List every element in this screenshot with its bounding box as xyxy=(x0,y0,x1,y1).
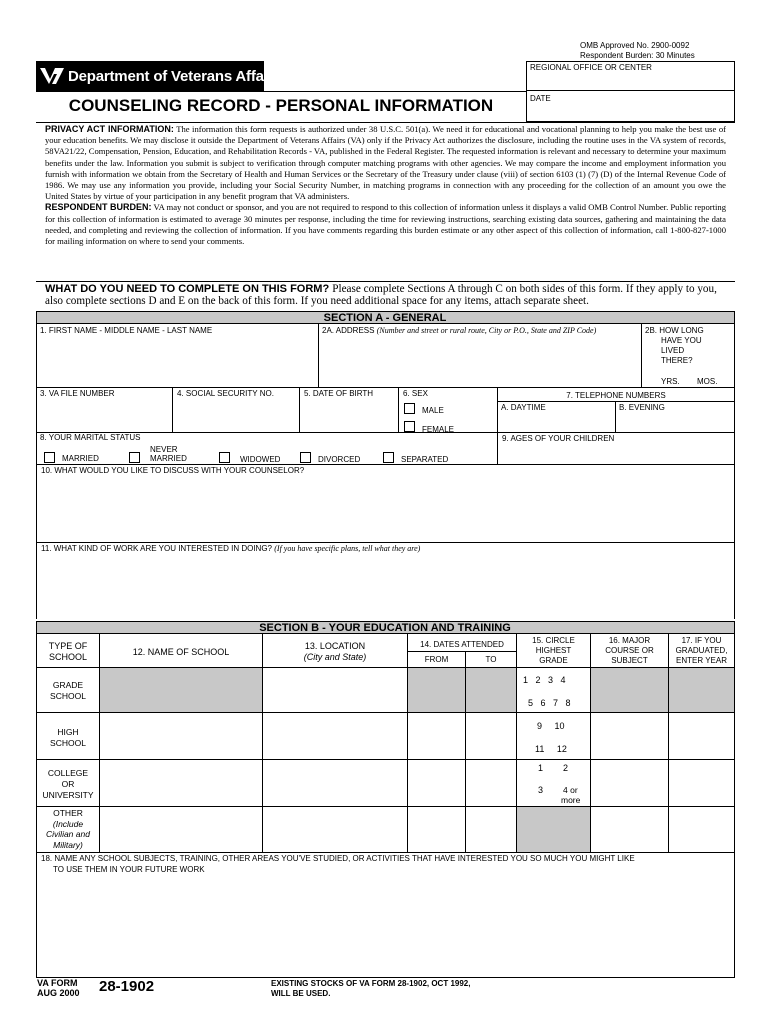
section-a-header: SECTION A - GENERAL xyxy=(36,311,734,324)
grade-school-from-shaded xyxy=(408,668,465,712)
telephone-label: 7. TELEPHONE NUMBERS xyxy=(566,391,666,400)
high-school-label: HIGH SCHOOL xyxy=(50,727,86,748)
kind-of-work-field[interactable]: 11. WHAT KIND OF WORK ARE YOU INTERESTED IN DOING? (If you have specific plans, tell what they are) xyxy=(41,544,421,553)
respondent-burden: Respondent Burden: 30 Minutes xyxy=(580,51,695,60)
grade-school-location-field[interactable] xyxy=(263,668,407,712)
other-school-year-field[interactable] xyxy=(669,807,734,852)
dates-attended-header: 14. DATES ATTENDED xyxy=(420,640,504,649)
grade-school-grades-row1[interactable]: 1 2 3 4 xyxy=(523,675,566,685)
female-checkbox[interactable] xyxy=(404,421,415,432)
divorced-checkbox[interactable] xyxy=(300,452,311,463)
years-label: YRS. xyxy=(661,377,680,386)
form-title: COUNSELING RECORD - PERSONAL INFORMATION xyxy=(68,96,494,115)
college-label: COLLEGE OR UNIVERSITY xyxy=(42,768,94,800)
high-school-name-field[interactable] xyxy=(100,713,262,759)
separated-checkbox[interactable] xyxy=(383,452,394,463)
marital-status-label: 8. YOUR MARITAL STATUS xyxy=(40,433,141,442)
college-grade-3[interactable]: 3 xyxy=(538,785,544,795)
college-grades-row1[interactable]: 1 2 xyxy=(538,763,569,773)
grade-school-major-shaded xyxy=(591,668,668,712)
form-id: VA FORM AUG 2000 xyxy=(37,978,80,998)
major-course-header: 16. MAJOR COURSE OR SUBJECT xyxy=(605,636,654,665)
sex-label: 6. SEX xyxy=(403,389,428,398)
how-long-lived-field[interactable]: 2B. HOW LONG HAVE YOU LIVED THERE? YRS. MOS. xyxy=(645,326,718,386)
high-school-major-field[interactable] xyxy=(591,713,668,759)
other-school-label: OTHER (Include Civilian and Military) xyxy=(46,808,90,850)
agency-banner xyxy=(36,61,282,91)
to-header: TO xyxy=(485,655,497,664)
other-school-name-field[interactable] xyxy=(100,807,262,852)
privacy-act-notice: PRIVACY ACT INFORMATION: The information this form requests is authorized under 38 U.S.C. 501(a). We need it for educational and vocational planning to help you make the best use of your education benefits. We may disclose it outside the Department of Veterans Affairs (VA) only if the Privacy Act authorizes the disclosure, including the routine uses in the VA system of records, 58VA21/22, Compensation, Pension, Education, and Rehabilitation Records - VA, published in the Federal Register. The requested information is relevant and necessary to determine your maximum benefits under the law. Information you submit is subject to verification through computer matching programs with other agencies. We may compare the income and employment information you furnish with information we obtain from the Secretary of Health and Human Services or the Secretary of the Treasury under clause (viii) of section 6103 (1) (7) (D) of the Internal Revenue Code of 1986. We may use any information you provide, including your Social Security Number, in matching programs in connection with any proceeding for the collection of an amount you owe the United States by virtue of your participation in any benefit program that VA administers. RESPONDENT BURDEN: VA may not conduct or sponsor, and you are not required to respond to this collection of information unless it displays a valid OMB Control Number. Public reporting for this collection of information is estimated to average 30 minutes per response, including the time for reviewing instructions, searching existing data sources, gathering and maintaining the data needed, and completing and reviewing the collection of information. If you have comments regarding this burden estimate or any other aspect of this collection of information, call 1-800-827-1000 for mailing information on where to send your comments. xyxy=(45,124,727,247)
agency-name: Department of Veterans Affairs xyxy=(68,68,282,85)
other-school-location-field[interactable] xyxy=(263,807,407,852)
college-from-field[interactable] xyxy=(408,760,465,806)
college-location-field[interactable] xyxy=(263,760,407,806)
grade-school-name-shaded xyxy=(100,668,262,712)
daytime-phone-field[interactable]: A. DAYTIME xyxy=(501,403,546,412)
date-field[interactable]: DATE xyxy=(526,90,735,122)
other-school-grade-shaded xyxy=(517,807,590,852)
college-to-field[interactable] xyxy=(466,760,516,806)
high-school-location-field[interactable] xyxy=(263,713,407,759)
months-label: MOS. xyxy=(697,377,718,386)
ssn-field[interactable]: 4. SOCIAL SECURITY NO. xyxy=(177,389,274,398)
college-grade-4-or[interactable]: 4 or xyxy=(563,785,578,795)
high-school-year-field[interactable] xyxy=(669,713,734,759)
high-school-grades-row2[interactable]: 11 12 xyxy=(535,744,567,754)
widowed-checkbox[interactable] xyxy=(219,452,230,463)
high-school-to-field[interactable] xyxy=(466,713,516,759)
evening-phone-field[interactable]: B. EVENING xyxy=(619,403,665,412)
grade-school-label: GRADE SCHOOL xyxy=(50,680,86,701)
graduation-year-header: 17. IF YOU GRADUATED, ENTER YEAR xyxy=(675,636,728,665)
form-number: 28-1902 xyxy=(99,978,155,995)
college-name-field[interactable] xyxy=(100,760,262,806)
location-header: 13. LOCATION (City and State) xyxy=(303,641,367,662)
grade-school-year-shaded xyxy=(669,668,734,712)
regional-office-field[interactable]: REGIONAL OFFICE OR CENTER xyxy=(526,61,735,91)
discuss-with-counselor-field[interactable]: 10. WHAT WOULD YOU LIKE TO DISCUSS WITH YOUR COUNSELOR? xyxy=(41,466,305,475)
ages-of-children-field[interactable]: 9. AGES OF YOUR CHILDREN xyxy=(502,434,615,443)
highest-grade-header: 15. CIRCLE HIGHEST GRADE xyxy=(532,636,575,665)
va-file-number-field[interactable]: 3. VA FILE NUMBER xyxy=(40,389,115,398)
completion-instructions: WHAT DO YOU NEED TO COMPLETE ON THIS FORM? Please complete Sections A through C on both sides of this form. If they apply to you, also complete sections D and E on the back of this form. If you need additional space for any items, attach separate sheet. xyxy=(45,283,717,307)
name-field[interactable]: 1. FIRST NAME - MIDDLE NAME - LAST NAME xyxy=(40,326,213,335)
school-name-header: 12. NAME OF SCHOOL xyxy=(132,647,230,657)
high-school-grades-row1[interactable]: 9 10 xyxy=(537,721,565,731)
from-header: FROM xyxy=(424,655,449,664)
other-school-to-field[interactable] xyxy=(466,807,516,852)
college-major-field[interactable] xyxy=(591,760,668,806)
other-school-major-field[interactable] xyxy=(591,807,668,852)
section-b-header: SECTION B - YOUR EDUCATION AND TRAINING xyxy=(36,621,734,634)
address-field[interactable]: 2A. ADDRESS (Number and street or rural route, City or P.O., State and ZIP Code) xyxy=(322,326,597,335)
interests-field[interactable]: 18. NAME ANY SCHOOL SUBJECTS, TRAINING, OTHER AREAS YOU'VE STUDIED, OR ACTIVITIES THAT HAVE INTERESTED YOU SO MUCH YOU MIGHT LIKE TO USE THEM IN YOUR FUTURE WORK xyxy=(41,854,635,874)
existing-stocks-note: EXISTING STOCKS OF VA FORM 28-1902, OCT 1992, WILL BE USED. xyxy=(271,979,471,998)
college-grade-more: more xyxy=(561,795,581,805)
va-logo-icon xyxy=(39,67,65,85)
grade-school-grades-row2[interactable]: 5 6 7 8 xyxy=(528,698,571,708)
date-of-birth-field[interactable]: 5. DATE OF BIRTH xyxy=(304,389,374,398)
omb-number: OMB Approved No. 2900-0092 xyxy=(580,41,690,50)
college-year-field[interactable] xyxy=(669,760,734,806)
other-school-from-field[interactable] xyxy=(408,807,465,852)
never-married-checkbox[interactable] xyxy=(129,452,140,463)
grade-school-to-shaded xyxy=(466,668,516,712)
male-checkbox[interactable] xyxy=(404,403,415,414)
high-school-from-field[interactable] xyxy=(408,713,465,759)
married-checkbox[interactable] xyxy=(44,452,55,463)
type-of-school-header: TYPE OF SCHOOL xyxy=(48,641,88,662)
